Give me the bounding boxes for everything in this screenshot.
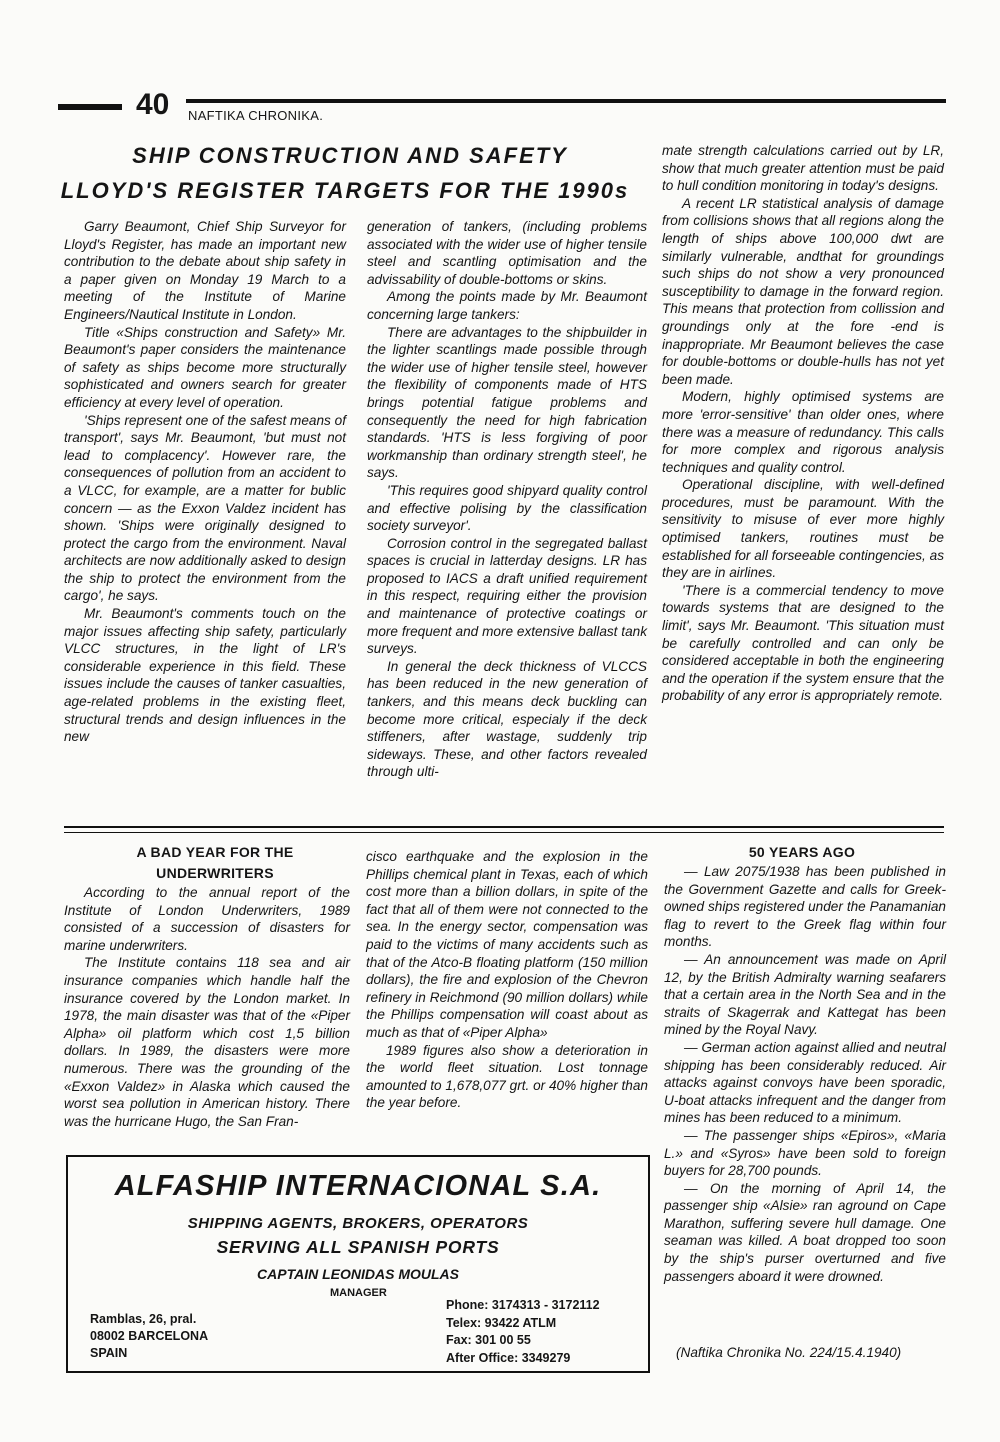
article-title-line2: LLOYD'S REGISTER TARGETS FOR THE 1990s [60,178,630,203]
paragraph: Modern, highly optimised systems are more 'error-sensitive' than older ones, where there was a measure of redundancy. This calls for more complex and rigorous analysis techniques and quality control. [662,389,944,475]
address-line: SPAIN [90,1346,128,1360]
news-item: — An announcement was made on April 12, by the British Admiralty warning seafarers that a certain area in the North Sea and in the straits of Skagerrak and Kattegat has been mined by the Royal Navy. [664,951,946,1038]
paragraph: There are advantages to the shipbuilder in the lighter scantlings made possible through the wider use of higher tensile steel, however the flexibility of components made of HTS brings potential fatigue problems and consequently the need for high fabrication standards. 'HTS is less forgiving of poor workmanship than ordinary strength steel', he says. [367,324,647,481]
publication-name: NAFTIKA CHRONIKA. [188,108,324,123]
news-item: — The passenger ships «Epiros», «Maria L.» and «Syros» have been sold to foreign buyers for 28,700 pounds. [664,1127,946,1179]
ad-company-name: ALFASHIP INTERNACIONAL S.A. [114,1170,602,1202]
paragraph: Operational discipline, with well-defined procedures, must be paramount. With the sensitivity to misuse of ever more highly optimised tankers, routines must be established for all forseeable contingencies, as they are in airlines. [662,477,944,581]
section-divider-thin [64,832,944,833]
ad-captain: CAPTAIN LEONIDAS MOULAS [257,1266,459,1282]
news-item: — On the morning of April 14, the passenger ship «Alsie» ran aground on Cape Marathon, suffering severe hull damage. One seaman was killed. A boat dropped too soon by the ship's purser overturned and five passengers aboard it were drowned. [664,1180,946,1284]
section-divider [64,826,944,828]
article-title-line1: SHIP CONSTRUCTION AND SAFETY [132,143,568,168]
ad-ports: SERVING ALL SPANISH PORTS [216,1237,500,1257]
fifty-years-column [664,863,946,1285]
address-line: Ramblas, 26, pral. [90,1312,197,1326]
address-line: 08002 BARCELONA [90,1329,209,1343]
paragraph: According to the annual report of the Institute of London Underwriters, 1989 consisted of a succession of disasters for marine underwriters. [64,885,350,953]
source-citation: (Naftika Chronika No. 224/15.4.1940) [676,1345,902,1360]
paragraph: A recent LR statistical analysis of damage from collisions shows that all regions along the length of ships above 100,000 dwt are similarly vulnerable, andthat for groundings such ships do not show a very pronounced susceptibility to damage in the forward region. This means that protection from collission and groundings only at the fore -end is inappropriate. Mr Beaumont believes the case for double-bottoms or double-hulls has not yet been made. [662,195,944,387]
ad-manager-title: MANAGER [330,1287,387,1299]
ad-services: SHIPPING AGENTS, BROKERS, OPERATORS [187,1215,529,1232]
ad-address [90,1311,208,1362]
underwriters-column-1 [64,884,350,1130]
after-office: After Office: 3349279 [446,1350,571,1365]
paragraph: 1989 figures also show a deterioration in the world fleet situation. Lost tonnage amounted to 1,678,077 grt. or 40% higher than the year before. [366,1042,648,1111]
ad-contact [446,1297,600,1367]
header-rule-left [58,104,122,110]
paragraph: 'There is a commercial tendency to move towards systems that are designed to the limit', says Mr. Beaumont. 'This situation must be carefully controlled and can only be considered acceptable in both the engineering and the operation if the system ensure that the probability of any error is appropriately remote. [662,582,944,704]
paragraph: In general the deck thickness of VLCCS has been reduced in the new generation of tankers, and this means deck buckling can become more critical, especialy if the deck stiffeners, after wastage, suddenly trip sideways. These, and other factors revealed through ulti- [367,658,647,780]
paragraph: Title «Ships construction and Safety» Mr. Beaumont's paper considers the maintenance of safety as ships become more structurally sophisticated and owners search for greater efficiency at every level of operation. [64,324,346,410]
paragraph: The Institute contains 118 sea and air insurance companies which handle half the insurance covered by the London market. In 1978, the main disaster was that of the «Piper Alpha» oil platform which cost 1,5 billion dollars. In 1989, the disasters were more numerous. There was the grounding of the «Exxon Valdez» in Alaska which caused the worst sea pollution in American history. There was the hurricane Hugo, the San Fran- [64,955,350,1129]
underwriters-column-2 [366,848,648,1112]
phone: Phone: 3174313 - 3172112 [446,1298,600,1312]
underwriters-heading: A BAD YEAR FOR THE UNDERWRITERS [136,844,294,881]
paragraph: 'This requires good shipyard quality control and effective polising by the classification society surveyor'. [367,482,647,534]
fifty-years-heading: 50 YEARS AGO [748,844,856,860]
paragraph: mate strength calculations carried out by LR, show that much greater attention must be paid to hull condition monitoring in today's designs. [662,143,944,194]
telex: Telex: 93422 ATLM [446,1315,557,1330]
fax: Fax: 301 00 55 [446,1333,531,1347]
paragraph: 'Ships represent one of the safest means of transport', says Mr. Beaumont, 'but must not lead to complacency'. However rare, the consequences of pollution from an accident to a VLCC, for example, are a matter for bublic concern — as the Exxon Valdez incident has shown. 'Ships were originally designed to protect the cargo from the environment. Naval architects are now additionally asked to design the ship to protect the environment from the cargo', he says. [64,412,346,604]
paragraph: cisco earthquake and the explosion in the Phillips chemical plant in Texas, each of which cost more than a billion dollars, in spite of the fact that all of them were not connected to the sea. In the energy sector, compensation was paid to the victims of many accidents such as that of the Atco-B floating platform (150 million dollars), the fire and explosion of the Chevron refinery in Reichmond (90 million dollars) while the Phillips compensation will coast about as much as that of «Piper Alpha» [366,849,648,1040]
news-item: — Law 2075/1938 has been published in the Government Gazette and calls for Greek-owned ships registered under the Panamanian flag to revert to the Greek flag within four months. [664,864,946,950]
paragraph: Mr. Beaumont's comments touch on the major issues affecting ship safety, particularly VLCC structures, in the light of LR's considerable experience in this field. These issues include the causes of tanker casualties, age-related problems in the existing fleet, structural trends and design influences in the new [64,606,346,745]
paragraph: Corrosion control in the segregated ballast spaces is crucial in latterday designs. LR has proposed to IACS a draft unified requirement in this respect, requiring either the provision and maintenance of protective coatings or more frequent and more extensive ballast tank surveys. [367,535,647,657]
news-item: — German action against allied and neutral shipping has been considerably reduced. Air attacks against convoys have been sporadic, U-boat attacks infrequent and the danger from mines has been reduced to a minimum. [664,1039,946,1126]
article-column-1 [64,218,346,746]
article-column-2 [367,218,647,781]
article-column-3 [662,142,944,705]
paragraph: Garry Beaumont, Chief Ship Surveyor for Lloyd's Register, has made an important new contribution to the debate about ship safety in a paper given on Monday 19 March to a meeting of the Institute of Marine Engineers/Nautical Institute in London. [64,219,346,322]
paragraph: generation of tankers, (including problems associated with the wider use of higher tensile steel and scantling optimisation and the advissability of double-bottoms or skins. [367,219,647,287]
page-number: 40 [136,88,170,121]
header-rule-right [186,99,946,103]
paragraph: Among the points made by Mr. Beaumont concerning large tankers: [367,289,647,322]
